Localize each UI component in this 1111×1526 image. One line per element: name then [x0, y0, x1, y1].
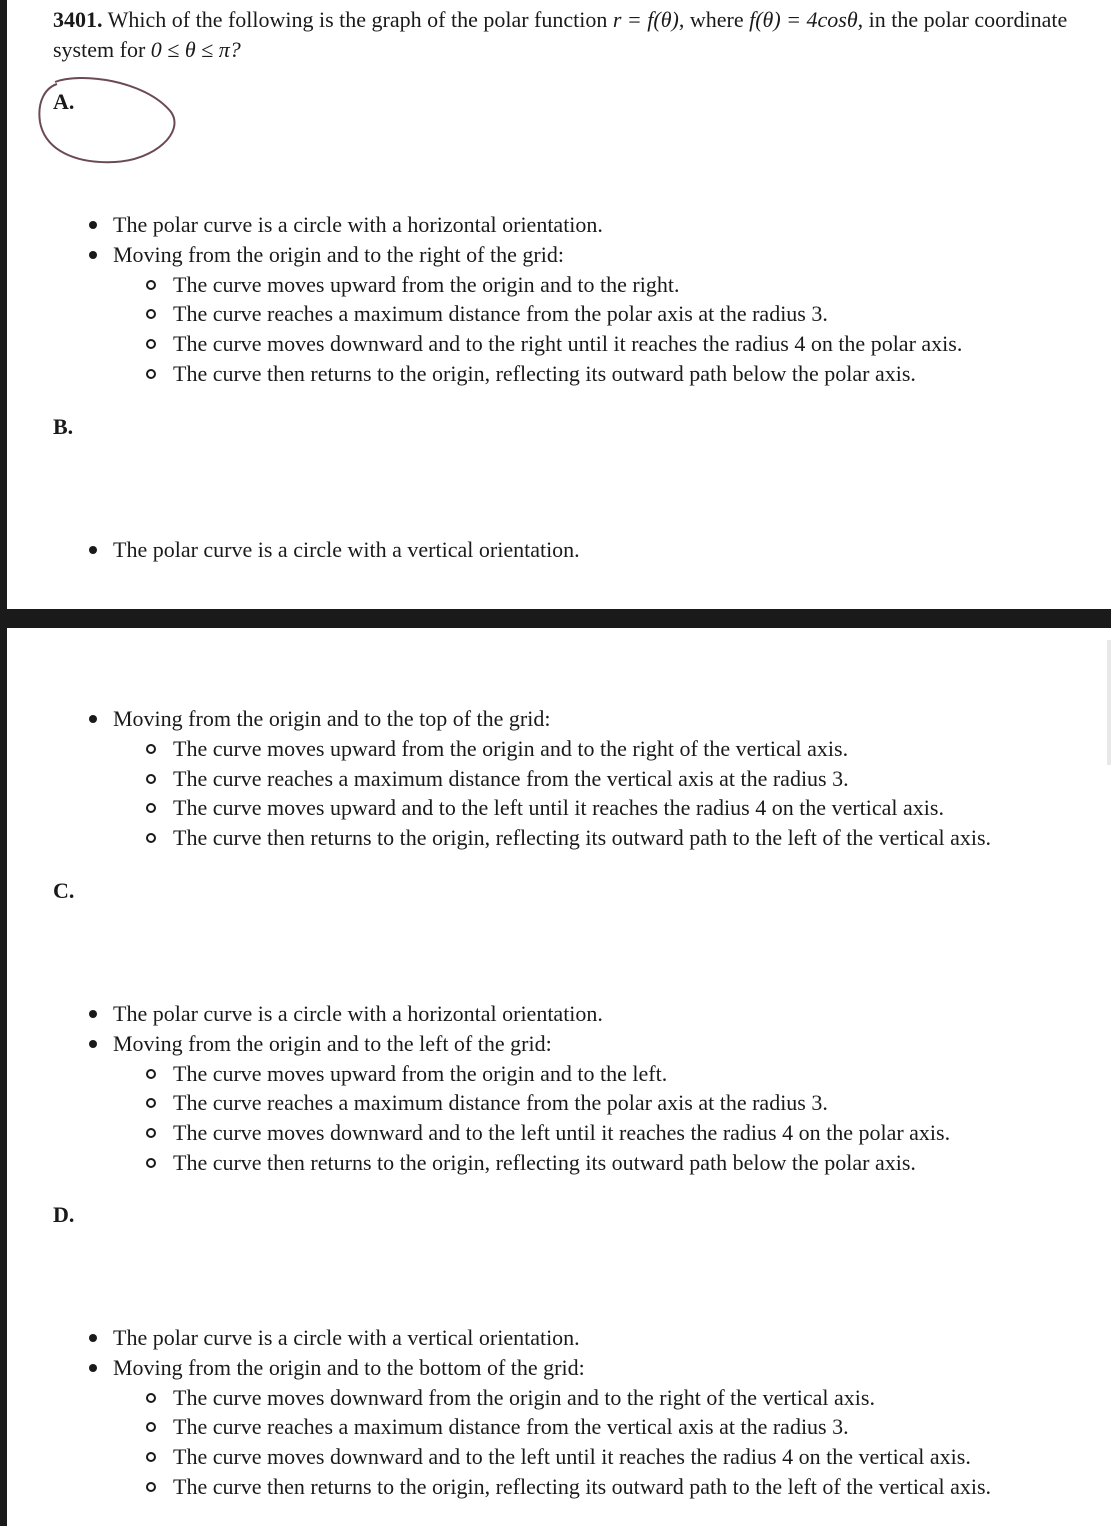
option-b-description-top [83, 535, 580, 565]
bullet-item: The curve reaches a maximum distance from the polar axis at the radius 3. [83, 299, 962, 329]
option-a-label[interactable]: A. [53, 89, 75, 114]
question-range: 0 ≤ θ ≤ π? [150, 37, 241, 62]
bullet-item: The polar curve is a circle with a vertical orientation. [83, 1323, 991, 1353]
page-panel-top [7, 0, 1111, 609]
bullet-item: The curve moves downward and to the left until it reaches the radius 4 on the vertical axis. [83, 1442, 991, 1472]
option-a-description [83, 210, 962, 389]
bullet-item: The curve moves upward from the origin and to the right of the vertical axis. [83, 734, 991, 764]
bullet-item: The curve moves upward from the origin and to the right. [83, 270, 962, 300]
bullet-item: Moving from the origin and to the right of the grid: [83, 240, 962, 270]
option-d-label[interactable]: D. [53, 1202, 75, 1227]
question-where: , where [678, 7, 744, 32]
bullet-item: The curve then returns to the origin, reflecting its outward path to the left of the vertical axis. [83, 1472, 991, 1502]
option-d-description [83, 1323, 991, 1502]
handwritten-circle-annotation [35, 72, 185, 168]
bullet-item: The curve reaches a maximum distance from the vertical axis at the radius 3. [83, 764, 991, 794]
page-panel-bottom [7, 628, 1111, 1526]
bullet-item: The curve moves upward and to the left until it reaches the radius 4 on the vertical axis. [83, 793, 991, 823]
bullet-item: Moving from the origin and to the bottom of the grid: [83, 1353, 991, 1383]
bullet-item: The curve reaches a maximum distance from the polar axis at the radius 3. [83, 1088, 950, 1118]
question-r-expression: r = f(θ) [612, 7, 679, 32]
option-c-label[interactable]: C. [53, 878, 75, 903]
bullet-item: Moving from the origin and to the top of the grid: [83, 704, 991, 734]
option-b-label[interactable]: B. [53, 414, 74, 439]
bullet-item: The curve moves downward from the origin and to the right of the vertical axis. [83, 1383, 991, 1413]
page-edge-mark [1107, 640, 1111, 765]
option-c-description [83, 999, 950, 1178]
bullet-item: The curve moves downward and to the left until it reaches the radius 4 on the polar axis. [83, 1118, 950, 1148]
bullet-item: Moving from the origin and to the left of the grid: [83, 1029, 950, 1059]
question-text [53, 5, 1093, 65]
bullet-item: The curve reaches a maximum distance from the vertical axis at the radius 3. [83, 1412, 991, 1442]
bullet-item: The curve then returns to the origin, reflecting its outward path to the left of the vertical axis. [83, 823, 991, 853]
bullet-item: The curve then returns to the origin, reflecting its outward path below the polar axis. [83, 1148, 950, 1178]
option-b-description-bottom [83, 704, 991, 853]
bullet-item: The curve then returns to the origin, reflecting its outward path below the polar axis. [83, 359, 962, 389]
bullet-item: The polar curve is a circle with a horizontal orientation. [83, 999, 950, 1029]
bullet-item: The polar curve is a circle with a horizontal orientation. [83, 210, 962, 240]
bullet-item: The curve moves downward and to the right until it reaches the radius 4 on the polar axis. [83, 329, 962, 359]
question-function-definition: f(θ) = 4cosθ [749, 7, 858, 32]
bullet-item: The polar curve is a circle with a vertical orientation. [83, 535, 580, 565]
question-text-before: Which of the following is the graph of the polar function [107, 7, 608, 32]
question-number: 3401. [53, 7, 103, 32]
bullet-item: The curve moves upward from the origin and to the left. [83, 1059, 950, 1089]
question-text-after: , in the polar coordinate system for [53, 7, 1068, 62]
